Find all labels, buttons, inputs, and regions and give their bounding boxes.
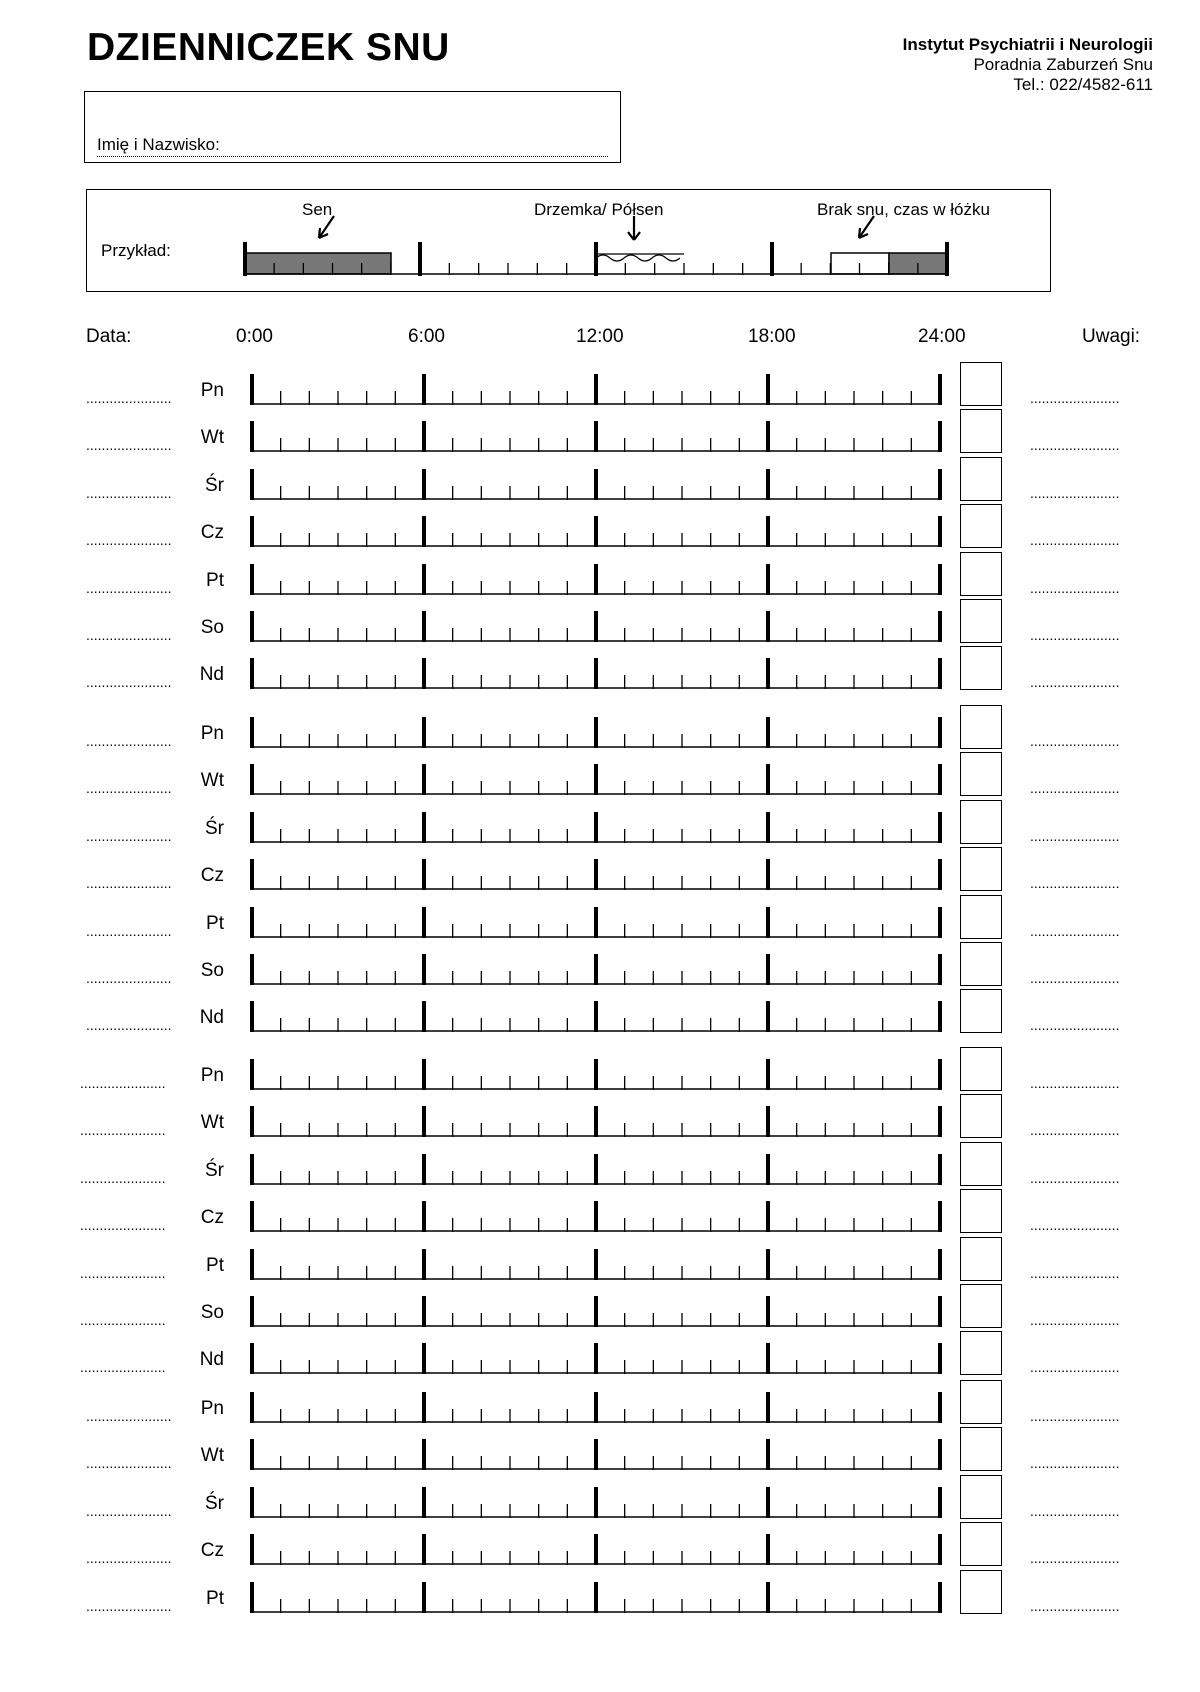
daily-score-box[interactable] (960, 1380, 1002, 1424)
name-field-label: Imię i Nazwisko: (97, 135, 220, 154)
date-entry-line[interactable]: ...................... (86, 970, 172, 986)
date-entry-line[interactable]: ...................... (86, 1502, 172, 1519)
remarks-entry-line[interactable]: ....................... (1030, 1169, 1120, 1186)
remarks-entry-line[interactable]: ....................... (1030, 1217, 1120, 1234)
date-entry-line[interactable]: ...................... (86, 1408, 172, 1424)
date-entry-line[interactable]: ...................... (86, 484, 172, 501)
daily-score-box[interactable] (960, 800, 1002, 844)
day-label: Cz (200, 1207, 224, 1229)
remarks-entry-line[interactable]: ....................... (1030, 1408, 1120, 1424)
date-entry-line[interactable]: ...................... (80, 1075, 166, 1091)
daily-score-box[interactable] (960, 552, 1002, 596)
date-entry-line[interactable]: ...................... (86, 1597, 172, 1614)
date-entry-line[interactable]: ...................... (80, 1217, 166, 1234)
day-label: Wt (200, 1112, 224, 1134)
daily-score-box[interactable] (960, 1522, 1002, 1566)
phone-number: Tel.: 022/4582-611 (1013, 75, 1153, 94)
sleep-bar-sample (245, 253, 391, 274)
sleep-timeline[interactable] (240, 409, 950, 455)
remarks-entry-line[interactable]: ....................... (1030, 922, 1120, 939)
day-label: So (200, 960, 224, 981)
remarks-entry-line[interactable]: ....................... (1030, 627, 1120, 643)
remarks-entry-line[interactable]: ....................... (1030, 827, 1120, 844)
diary-row (0, 989, 1200, 1035)
diary-row (0, 800, 1200, 846)
date-entry-line[interactable]: ...................... (80, 1122, 166, 1139)
daily-score-box[interactable] (960, 895, 1002, 939)
remarks-entry-line[interactable]: ....................... (1030, 484, 1120, 501)
day-label: Wt (200, 427, 224, 449)
date-column-header: Data: (86, 326, 132, 347)
daily-score-box[interactable] (960, 646, 1002, 690)
date-entry-line[interactable]: ...................... (80, 1169, 166, 1186)
diary-row (0, 504, 1200, 550)
date-entry-line[interactable]: ...................... (86, 1550, 172, 1567)
daily-score-box[interactable] (960, 409, 1002, 453)
date-entry-line[interactable]: ...................... (86, 1017, 172, 1034)
sleep-timeline[interactable] (240, 1475, 950, 1521)
diary-row (0, 705, 1200, 751)
daily-score-box[interactable] (960, 1284, 1002, 1328)
daily-score-box[interactable] (960, 457, 1002, 501)
daily-score-box[interactable] (960, 1237, 1002, 1281)
daily-score-box[interactable] (960, 1427, 1002, 1471)
date-entry-line[interactable]: ...................... (86, 627, 172, 643)
sleep-timeline[interactable] (240, 362, 950, 408)
sleep-timeline[interactable] (240, 1237, 950, 1283)
day-label: Cz (200, 865, 224, 887)
remarks-entry-line[interactable]: ....................... (1030, 780, 1120, 797)
date-entry-line[interactable]: ...................... (86, 733, 172, 749)
diary-row (0, 1475, 1200, 1521)
sleep-timeline[interactable] (240, 1331, 950, 1377)
day-label: Śr (205, 1159, 224, 1181)
institution-info (903, 35, 1153, 95)
diary-row (0, 1142, 1200, 1188)
day-label: So (200, 617, 224, 638)
day-label: Pt (206, 569, 224, 591)
remarks-entry-line[interactable]: ....................... (1030, 1264, 1120, 1281)
day-label: Pt (206, 912, 224, 934)
sleep-timeline[interactable] (240, 752, 950, 798)
awake-legend-label: Brak snu, czas w łóżku (817, 200, 990, 219)
daily-score-box[interactable] (960, 705, 1002, 749)
time-label-0: 0:00 (236, 326, 273, 347)
sleep-timeline[interactable] (240, 1094, 950, 1140)
diary-row (0, 457, 1200, 503)
remarks-column-header: Uwagi: (1082, 326, 1141, 347)
institution-name: Instytut Psychiatrii i Neurologii (902, 35, 1153, 54)
diary-row (0, 1094, 1200, 1140)
sleep-timeline[interactable] (240, 1380, 950, 1426)
daily-score-box[interactable] (960, 504, 1002, 548)
remarks-entry-line[interactable]: ....................... (1030, 1359, 1120, 1376)
day-label: Cz (200, 1540, 224, 1562)
date-entry-line[interactable]: ...................... (80, 1312, 166, 1328)
diary-row (0, 646, 1200, 692)
daily-score-box[interactable] (960, 1475, 1002, 1519)
date-entry-line[interactable]: ...................... (80, 1359, 166, 1376)
sleep-timeline[interactable] (240, 1189, 950, 1235)
date-entry-line[interactable]: ...................... (86, 827, 172, 844)
day-label: Śr (205, 474, 224, 496)
date-entry-line[interactable]: ...................... (86, 875, 172, 892)
remarks-entry-line[interactable]: ....................... (1030, 1550, 1120, 1567)
diary-row (0, 847, 1200, 893)
remarks-entry-line[interactable]: ....................... (1030, 1017, 1120, 1034)
remarks-entry-line[interactable]: ....................... (1030, 1312, 1120, 1328)
sleep-timeline[interactable] (240, 552, 950, 598)
example-legend (86, 189, 1051, 292)
day-label: Wt (200, 770, 224, 792)
example-label: Przykład: (101, 241, 171, 260)
diary-row (0, 409, 1200, 455)
daily-score-box[interactable] (960, 1094, 1002, 1138)
name-field-box[interactable] (84, 91, 621, 163)
day-label: Nd (199, 1007, 224, 1029)
remarks-entry-line[interactable]: ....................... (1030, 733, 1120, 749)
daily-score-box[interactable] (960, 942, 1002, 986)
time-label-18: 18:00 (748, 326, 796, 347)
date-entry-line[interactable]: ...................... (86, 579, 172, 596)
daily-score-box[interactable] (960, 1331, 1002, 1375)
remarks-entry-line[interactable]: ....................... (1030, 970, 1120, 986)
sleep-timeline[interactable] (240, 457, 950, 503)
diary-row (0, 552, 1200, 598)
sleep-timeline[interactable] (240, 1142, 950, 1188)
daily-score-box[interactable] (960, 989, 1002, 1033)
day-label: Pn (200, 1398, 224, 1419)
day-label: Wt (200, 1445, 224, 1467)
diary-row (0, 1047, 1200, 1093)
remarks-entry-line[interactable]: ....................... (1030, 1597, 1120, 1614)
remarks-entry-line[interactable]: ....................... (1030, 437, 1120, 454)
diary-row (0, 1284, 1200, 1330)
diary-row (0, 1331, 1200, 1377)
remarks-entry-line[interactable]: ....................... (1030, 1122, 1120, 1139)
sleep-timeline[interactable] (240, 599, 950, 645)
day-label: Pt (206, 1587, 224, 1609)
day-label: Cz (200, 522, 224, 544)
sleep-timeline[interactable] (240, 1570, 950, 1616)
name-field-line[interactable] (97, 156, 608, 157)
remarks-entry-line[interactable]: ....................... (1030, 579, 1120, 596)
arrow-icon (319, 216, 874, 240)
nap-wave-sample (596, 255, 680, 261)
daily-score-box[interactable] (960, 362, 1002, 406)
date-entry-line[interactable]: ...................... (86, 922, 172, 939)
daily-score-box[interactable] (960, 1570, 1002, 1614)
date-entry-line[interactable]: ...................... (80, 1264, 166, 1281)
sleep-timeline[interactable] (240, 847, 950, 893)
time-label-12: 12:00 (576, 326, 624, 347)
department-name: Poradnia Zaburzeń Snu (973, 55, 1153, 74)
remarks-entry-line[interactable]: ....................... (1030, 674, 1120, 691)
remarks-entry-line[interactable]: ....................... (1030, 875, 1120, 892)
diary-row (0, 1380, 1200, 1426)
diary-row (0, 895, 1200, 941)
diary-row (0, 752, 1200, 798)
diary-row (0, 1427, 1200, 1473)
date-entry-line[interactable]: ...................... (86, 780, 172, 797)
sleep-timeline[interactable] (240, 1427, 950, 1473)
nap-legend-label: Drzemka/ Półsen (534, 200, 664, 219)
daily-score-box[interactable] (960, 752, 1002, 796)
day-label: Pn (200, 1065, 224, 1086)
sleep-timeline[interactable] (240, 504, 950, 550)
diary-row (0, 1522, 1200, 1568)
sleep-timeline[interactable] (240, 895, 950, 941)
date-entry-line[interactable]: ...................... (86, 390, 172, 406)
date-entry-line[interactable]: ...................... (86, 532, 172, 549)
sleep-timeline[interactable] (240, 800, 950, 846)
daily-score-box[interactable] (960, 1047, 1002, 1091)
day-label: Pn (200, 723, 224, 744)
day-label: Śr (205, 1492, 224, 1514)
sleep-timeline[interactable] (240, 646, 950, 692)
diary-row (0, 1189, 1200, 1235)
remarks-entry-line[interactable]: ....................... (1030, 1502, 1120, 1519)
page-title: DZIENNICZEK SNU (87, 26, 450, 69)
daily-score-box[interactable] (960, 1142, 1002, 1186)
diary-row (0, 1570, 1200, 1616)
date-entry-line[interactable]: ...................... (86, 1455, 172, 1472)
example-timeline (87, 190, 1050, 291)
day-label: Nd (199, 664, 224, 686)
sleep-timeline[interactable] (240, 1284, 950, 1330)
diary-row (0, 1237, 1200, 1283)
day-label: Pn (200, 380, 224, 401)
date-entry-line[interactable]: ...................... (86, 437, 172, 454)
day-label: Śr (205, 817, 224, 839)
sleep-legend-label: Sen (302, 200, 333, 219)
sleep-timeline[interactable] (240, 1522, 950, 1568)
date-entry-line[interactable]: ...................... (86, 674, 172, 691)
remarks-entry-line[interactable]: ....................... (1030, 532, 1120, 549)
sleep-timeline[interactable] (240, 1047, 950, 1093)
remarks-entry-line[interactable]: ....................... (1030, 1075, 1120, 1091)
remarks-entry-line[interactable]: ....................... (1030, 390, 1120, 406)
daily-score-box[interactable] (960, 599, 1002, 643)
day-label: Nd (199, 1349, 224, 1371)
time-label-6: 6:00 (408, 326, 445, 347)
diary-row (0, 362, 1200, 408)
daily-score-box[interactable] (960, 847, 1002, 891)
sleep-timeline[interactable] (240, 989, 950, 1035)
day-label: Pt (206, 1254, 224, 1276)
diary-row (0, 942, 1200, 988)
day-label: So (200, 1302, 224, 1323)
diary-row (0, 599, 1200, 645)
time-label-24: 24:00 (918, 326, 966, 347)
daily-score-box[interactable] (960, 1189, 1002, 1233)
remarks-entry-line[interactable]: ....................... (1030, 1455, 1120, 1472)
sleep-timeline[interactable] (240, 942, 950, 988)
sleep-timeline[interactable] (240, 705, 950, 751)
